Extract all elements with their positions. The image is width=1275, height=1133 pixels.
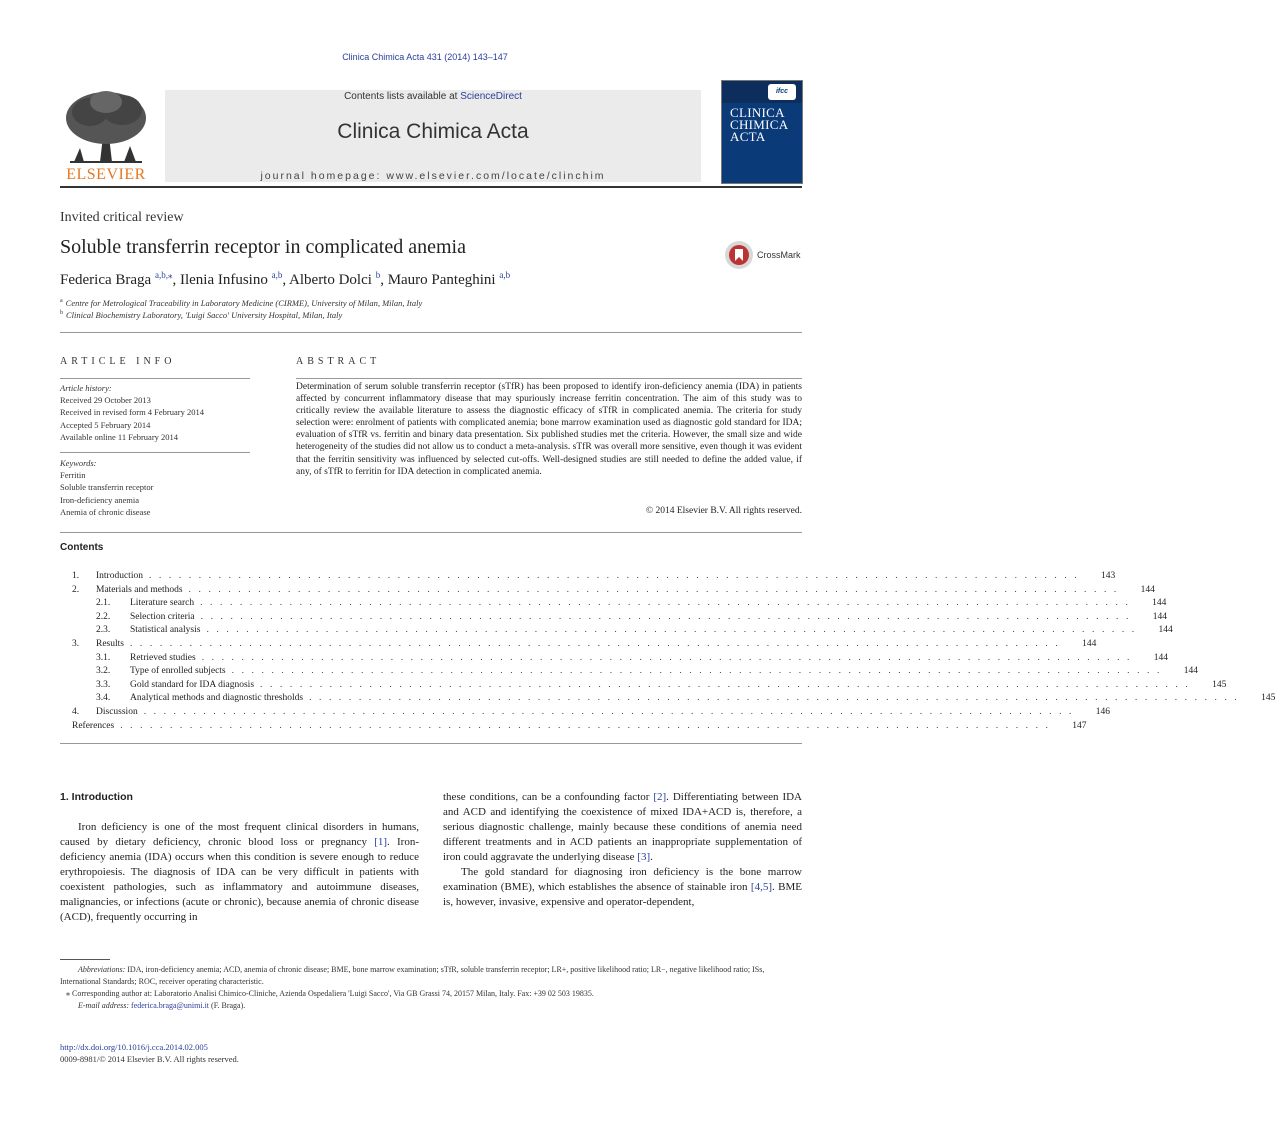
email-link[interactable]: federica.braga@unimi.it <box>131 1001 210 1010</box>
paragraph: these conditions, can be a confounding factor [2]. Differentiating between IDA and ACD and identifying the coexistence of mixed IDA+ACD is, therefore, a serious diagnostic challenge, mainly because these conditions of anemia need different treatments and in ACD patients an inappropriate supplementation of iron could aggravate the underlying disease [3]. <box>443 791 802 863</box>
doi-link[interactable]: http://dx.doi.org/10.1016/j.cca.2014.02.005 <box>60 1042 208 1052</box>
paragraph: Iron deficiency is one of the most frequent clinical disorders in humans, caused by dietary deficiency, chronic blood loss or pregnancy [1]. Iron-deficiency anemia (IDA) occurs when this condition is severe enough to reduce erythropoiesis. The diagnosis of IDA can be very difficult in patients with coexistent pathologies, such as inflammatory and autoimmune diseases, malignancies, or infections (acute or chronic), because anemia of chronic disease (ACD), frequently occurring in <box>60 821 419 923</box>
abbreviations-note: Abbreviations: IDA, iron-deficiency anemia; ACD, anemia of chronic disease; BME, bone marrow examination; sTfR, soluble transferrin receptor; LR+, positive likelihood ratio; LR−, negative likelihood ratio; ISs, International Standards; ROC, receiver operating characteristic. <box>60 965 765 986</box>
keywords: Keywords: Ferritin Soluble transferrin receptor Iron-deficiency anemia Anemia of chronic disease <box>60 457 260 518</box>
toc-entry[interactable]: 2.2. Selection criteria . . . . . . . . . . . . . . . . . . . . . . . . . . . . . . . . . . . . . . . . . . . . . . . . . . . . . . . . . . . . . . . . . . . . . . . . . . . . . . . . . . . . . . . . . . . . . . 144 <box>96 611 1167 622</box>
keyword: Anemia of chronic disease <box>60 506 151 517</box>
contents-heading: Contents <box>60 542 104 553</box>
article-history: Article history: Received 29 October 2013 Received in revised form 4 February 2014 Accepted 5 February 2014 Available online 11 February 2014 <box>60 383 204 442</box>
journal-cover <box>721 80 803 184</box>
divider <box>60 332 802 333</box>
divider <box>60 378 250 379</box>
author: Mauro Panteghini $^{a,b}$ <box>387 270 511 288</box>
toc-entry[interactable]: 3.1. Retrieved studies . . . . . . . . . . . . . . . . . . . . . . . . . . . . . . . . . . . . . . . . . . . . . . . . . . . . . . . . . . . . . . . . . . . . . . . . . . . . . . . . . . . . . . . . . . . . . . 144 <box>96 652 1169 663</box>
author-affil-mark[interactable]: b <box>375 270 381 280</box>
journal-banner <box>165 90 701 182</box>
keyword: Iron-deficiency anemia <box>60 494 140 505</box>
author-affil-mark[interactable]: a,b <box>499 270 511 280</box>
divider <box>60 743 802 744</box>
corresponding-author-note: ⁎ Corresponding author at: Laboratorio Analisi Chimico-Cliniche, Azienda Ospedaliera 'Luigi Sacco', Via GB Grassi 74, 20157 Milan, Italy. Fax: +39 02 503 19835. <box>66 989 594 998</box>
elsevier-logo <box>60 88 152 184</box>
issn: 0009-8981/© 2014 Elsevier B.V. All rights reserved. <box>60 1054 239 1064</box>
elsevier-wordmark: ELSEVIER <box>66 166 146 183</box>
article-info-heading: ARTICLE INFO <box>60 356 176 367</box>
affiliation: $^a$ Centre for Metrological Traceability in Laboratory Medicine (CIRME), University of Milan, Milan, Italy <box>60 298 423 308</box>
crossmark-badge[interactable]: CrossMark <box>724 240 804 270</box>
abstract-heading: ABSTRACT <box>296 356 381 367</box>
journal-homepage[interactable]: journal homepage: www.elsevier.com/locate/clinchim <box>260 170 606 182</box>
toc-entry[interactable]: 2.1. Literature search . . . . . . . . . . . . . . . . . . . . . . . . . . . . . . . . . . . . . . . . . . . . . . . . . . . . . . . . . . . . . . . . . . . . . . . . . . . . . . . . . . . . . . . . . . . . . . 144 <box>96 598 1167 609</box>
article-title: Soluble transferrin receptor in complicated anemia <box>60 236 466 258</box>
toc-entry[interactable]: References . . . . . . . . . . . . . . . . . . . . . . . . . . . . . . . . . . . . . . . . . . . . . . . . . . . . . . . . . . . . . . . . . . . . . . . . . . . . . . . . . . . . . . . . . . . . . . 147 <box>72 720 1087 731</box>
doi-block <box>60 1041 239 1065</box>
footnotes <box>60 964 802 1012</box>
citation-link[interactable]: [3] <box>637 851 651 863</box>
author-list <box>60 270 510 289</box>
section-heading: 1. Introduction <box>60 791 133 803</box>
divider <box>60 532 802 533</box>
toc-entry[interactable]: 2.3. Statistical analysis . . . . . . . . . . . . . . . . . . . . . . . . . . . . . . . . . . . . . . . . . . . . . . . . . . . . . . . . . . . . . . . . . . . . . . . . . . . . . . . . . . . . . . . . . . . . . . 144 <box>96 625 1173 636</box>
affiliation: $^b$ Clinical Biochemistry Laboratory, 'Luigi Sacco' University Hospital, Milan, Italy <box>60 310 343 320</box>
author-affil-mark[interactable]: a,b,⁎ <box>154 270 173 280</box>
author-affil-mark[interactable]: a,b <box>271 270 283 280</box>
author: Alberto Dolci $^b$, <box>289 270 388 288</box>
contents-available: Contents lists available at ScienceDirect <box>344 91 522 102</box>
divider <box>296 378 802 379</box>
header-rule <box>60 186 802 188</box>
citation-link[interactable]: [4,5] <box>750 881 772 893</box>
author: Ilenia Infusino $^{a,b}$, <box>179 270 290 288</box>
toc-entry[interactable]: 3. Results . . . . . . . . . . . . . . . . . . . . . . . . . . . . . . . . . . . . . . . . . . . . . . . . . . . . . . . . . . . . . . . . . . . . . . . . . . . . . . . . . . . . . . . . . . . . . . 144 <box>72 638 1097 649</box>
keyword: Soluble transferrin receptor <box>60 482 154 493</box>
citation-link[interactable]: [2] <box>653 791 667 803</box>
keyword: Ferritin <box>60 470 86 481</box>
toc-entry[interactable]: 3.2. Type of enrolled subjects . . . . . . . . . . . . . . . . . . . . . . . . . . . . . . . . . . . . . . . . . . . . . . . . . . . . . . . . . . . . . . . . . . . . . . . . . . . . . . . . . . . . . . . . . . . . . . 144 <box>96 666 1198 677</box>
abstract-text: Determination of serum soluble transferrin receptor (sTfR) has been proposed to identify iron-deficiency anemia (IDA) in patients affected by concurrent inflammatory disease that may spuriously increase ferritin concentration. The aim of this study was to critically review the available literature to assess the diagnostic efficacy of sTfR in complicated anemia. The criteria for study selection were: enrolment of patients with complicated anemia; bone marrow examination used as diagnostic gold standard for IDA; evaluation of sTfR vs. ferritin and binary data presentation. Six published studies met the criteria. However, the small size and wide heterogeneity of the studies did not allow us to conduct a meta-analysis. sTfR was overall more sensitive, even though it was evident that the ferritin sensitivity was influenced by selected cut-offs. Well-designed studies are still needed to define the added value, if any, of sTfR to ferritin for IDA detection in complicated anemia. <box>296 382 802 477</box>
body-left-column <box>60 790 419 925</box>
footnote-rule <box>60 959 110 960</box>
copyright: © 2014 Elsevier B.V. All rights reserved. <box>645 506 802 516</box>
cover-title: CLINICA CHIMICA ACTA <box>730 105 789 144</box>
ifcc-logo: ifcc <box>768 84 796 100</box>
divider <box>60 452 250 453</box>
author: Federica Braga $^{a,b,⁎}$, <box>60 270 180 288</box>
table-of-contents <box>60 571 1275 734</box>
sciencedirect-link[interactable]: ScienceDirect <box>460 91 522 102</box>
crossmark-icon <box>724 240 754 270</box>
journal-title: Clinica Chimica Acta <box>337 120 529 143</box>
journal-citation[interactable]: Clinica Chimica Acta 431 (2014) 143–147 <box>342 52 508 62</box>
article-type: Invited critical review <box>60 210 184 225</box>
body-right-column <box>443 790 802 910</box>
toc-entry[interactable]: 1. Introduction . . . . . . . . . . . . . . . . . . . . . . . . . . . . . . . . . . . . . . . . . . . . . . . . . . . . . . . . . . . . . . . . . . . . . . . . . . . . . . . . . . . . . . . . . . . . . . 143 <box>72 571 1116 581</box>
toc-entry[interactable]: 2. Materials and methods . . . . . . . . . . . . . . . . . . . . . . . . . . . . . . . . . . . . . . . . . . . . . . . . . . . . . . . . . . . . . . . . . . . . . . . . . . . . . . . . . . . . . . . . . . . . . . 144 <box>72 584 1155 595</box>
toc-entry[interactable]: 4. Discussion . . . . . . . . . . . . . . . . . . . . . . . . . . . . . . . . . . . . . . . . . . . . . . . . . . . . . . . . . . . . . . . . . . . . . . . . . . . . . . . . . . . . . . . . . . . . . . 146 <box>72 706 1111 717</box>
toc-entry[interactable]: 3.4. Analytical methods and diagnostic thresholds . . . . . . . . . . . . . . . . . . . . . . . . . . . . . . . . . . . . . . . . . . . . . . . . . . . . . . . . . . . . . . . . . . . . . . . . . . . . . . . . . . . . . . . . . . . . . . 145 <box>96 693 1275 704</box>
email-note: E-mail address: federica.braga@unimi.it (F. Braga). <box>78 1001 246 1010</box>
toc-entry[interactable]: 3.3. Gold standard for IDA diagnosis . . . . . . . . . . . . . . . . . . . . . . . . . . . . . . . . . . . . . . . . . . . . . . . . . . . . . . . . . . . . . . . . . . . . . . . . . . . . . . . . . . . . . . . . . . . . . . 145 <box>96 679 1227 690</box>
paragraph: The gold standard for diagnosing iron deficiency is the bone marrow examination (BME), which establishes the absence of stainable iron [4,5]. BME is, however, invasive, expensive and operator-dependent, <box>443 866 802 908</box>
citation-link[interactable]: [1] <box>374 836 388 848</box>
